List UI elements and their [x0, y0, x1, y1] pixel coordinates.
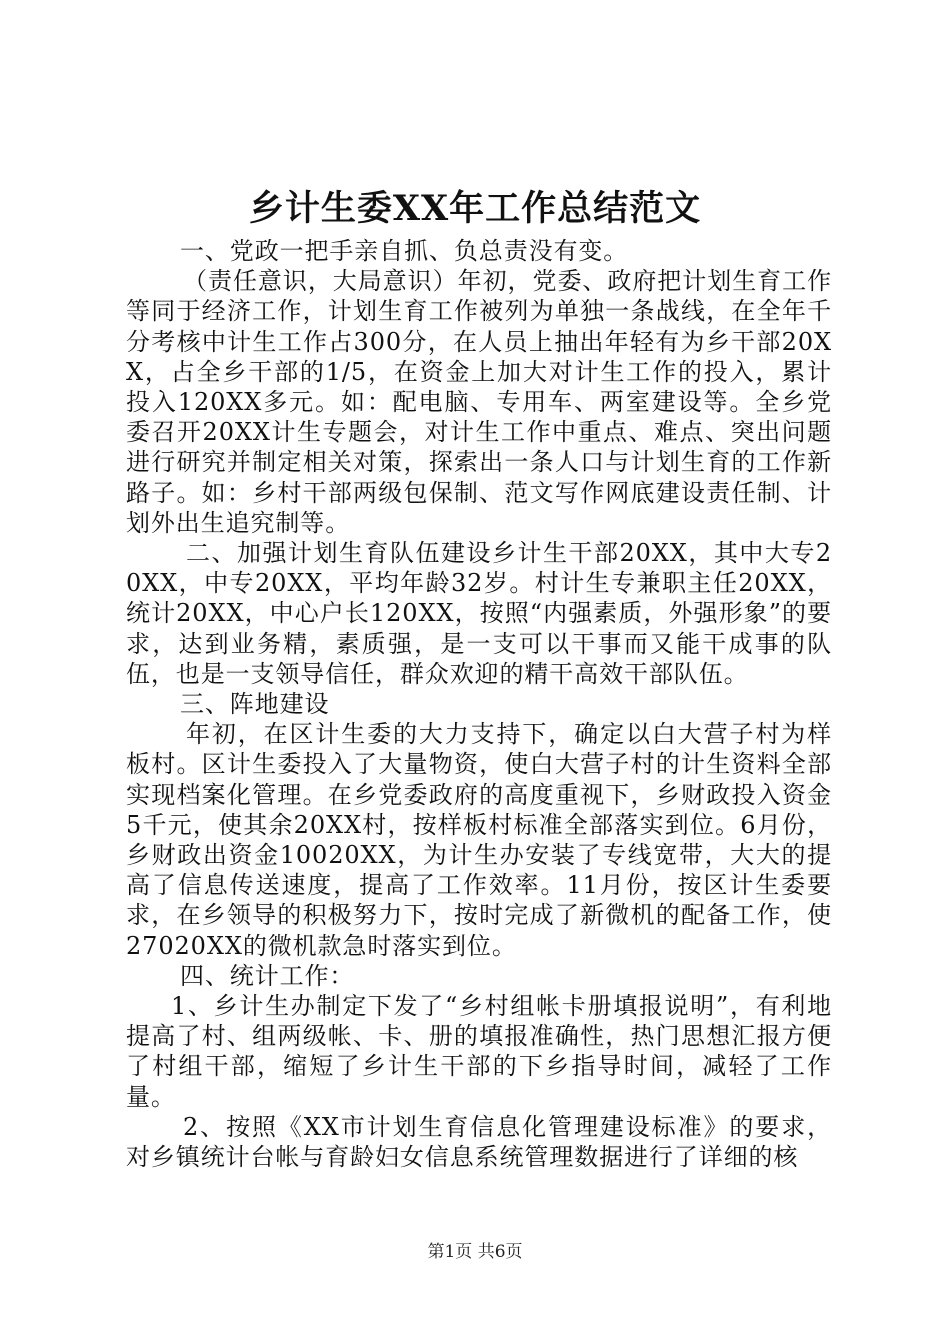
page-number-footer: 第1页 共6页	[427, 1242, 523, 1262]
body-paragraph-4: 1、乡计生办制定下发了“乡村组帐卡册填报说明”，有利地提高了村、组两级帐、卡、册的填报准确性，热门思想汇报方便了村组干部，缩短了乡计生干部的下乡指导时间，减轻了工作量。	[126, 992, 832, 1111]
section-heading-1: 一、党政一把手亲自抓、负总责没有变。	[180, 237, 629, 265]
document-body	[126, 236, 832, 1172]
body-paragraph-5: 2、按照《XX市计划生育信息化管理建设标准》的要求，对乡镇统计台帐与育龄妇女信息系统管理数据进行了详细的核	[126, 1112, 832, 1172]
body-paragraph-3: 年初，在区计生委的大力支持下，确定以白大营子村为样板村。区计生委投入了大量物资，使白大营子村的计生资料全部实现档案化管理。在乡党委政府的高度重视下，乡财政投入资金5千元，使其余20XX村，按样板村标准全部落实到位。6月份，乡财政出资金10020XX，为计生办安装了专线宽带，大大的提高了信息传送速度，提高了工作效率。11月份，按区计生委要求，在乡领导的积极努力下，按时完成了新微机的配备工作，使27020XX的微机款急时落实到位。	[126, 720, 832, 960]
document-title: 乡计生委XX年工作总结范文	[248, 188, 702, 229]
section-heading-3: 三、阵地建设	[180, 690, 330, 719]
section-heading-4: 四、统计工作：	[180, 961, 355, 990]
body-paragraph-1: （责任意识，大局意识）年初，党委、政府把计划生育工作等同于经济工作，计划生育工作被列为单独一条战线，在全年千分考核中计生工作占300分，在人员上抽出年轻有为乡干部20XX，占全乡干部的1/5，在资金上加大对计生工作的投入，累计投入120XX多元。如：配电脑、专用车、两室建设等。全乡党委召开20XX计生专题会，对计生工作中重点、难点、突出问题进行研究并制定相关对策，探索出一条人口与计划生育的工作新路子。如：乡村干部两级包保制、范文写作网底建设责任制、计划外出生追究制等。	[126, 267, 832, 537]
body-paragraph-2: 二、加强计划生育队伍建设乡计生干部20XX，其中大专20XX，中专20XX，平均年龄32岁。村计生专兼职主任20XX，统计20XX，中心户长120XX，按照“内强素质，外强形象”的要求，达到业务精，素质强，是一支可以干事而又能干成事的队伍，也是一支领导信任，群众欢迎的精干高效干部队伍。	[126, 539, 832, 688]
